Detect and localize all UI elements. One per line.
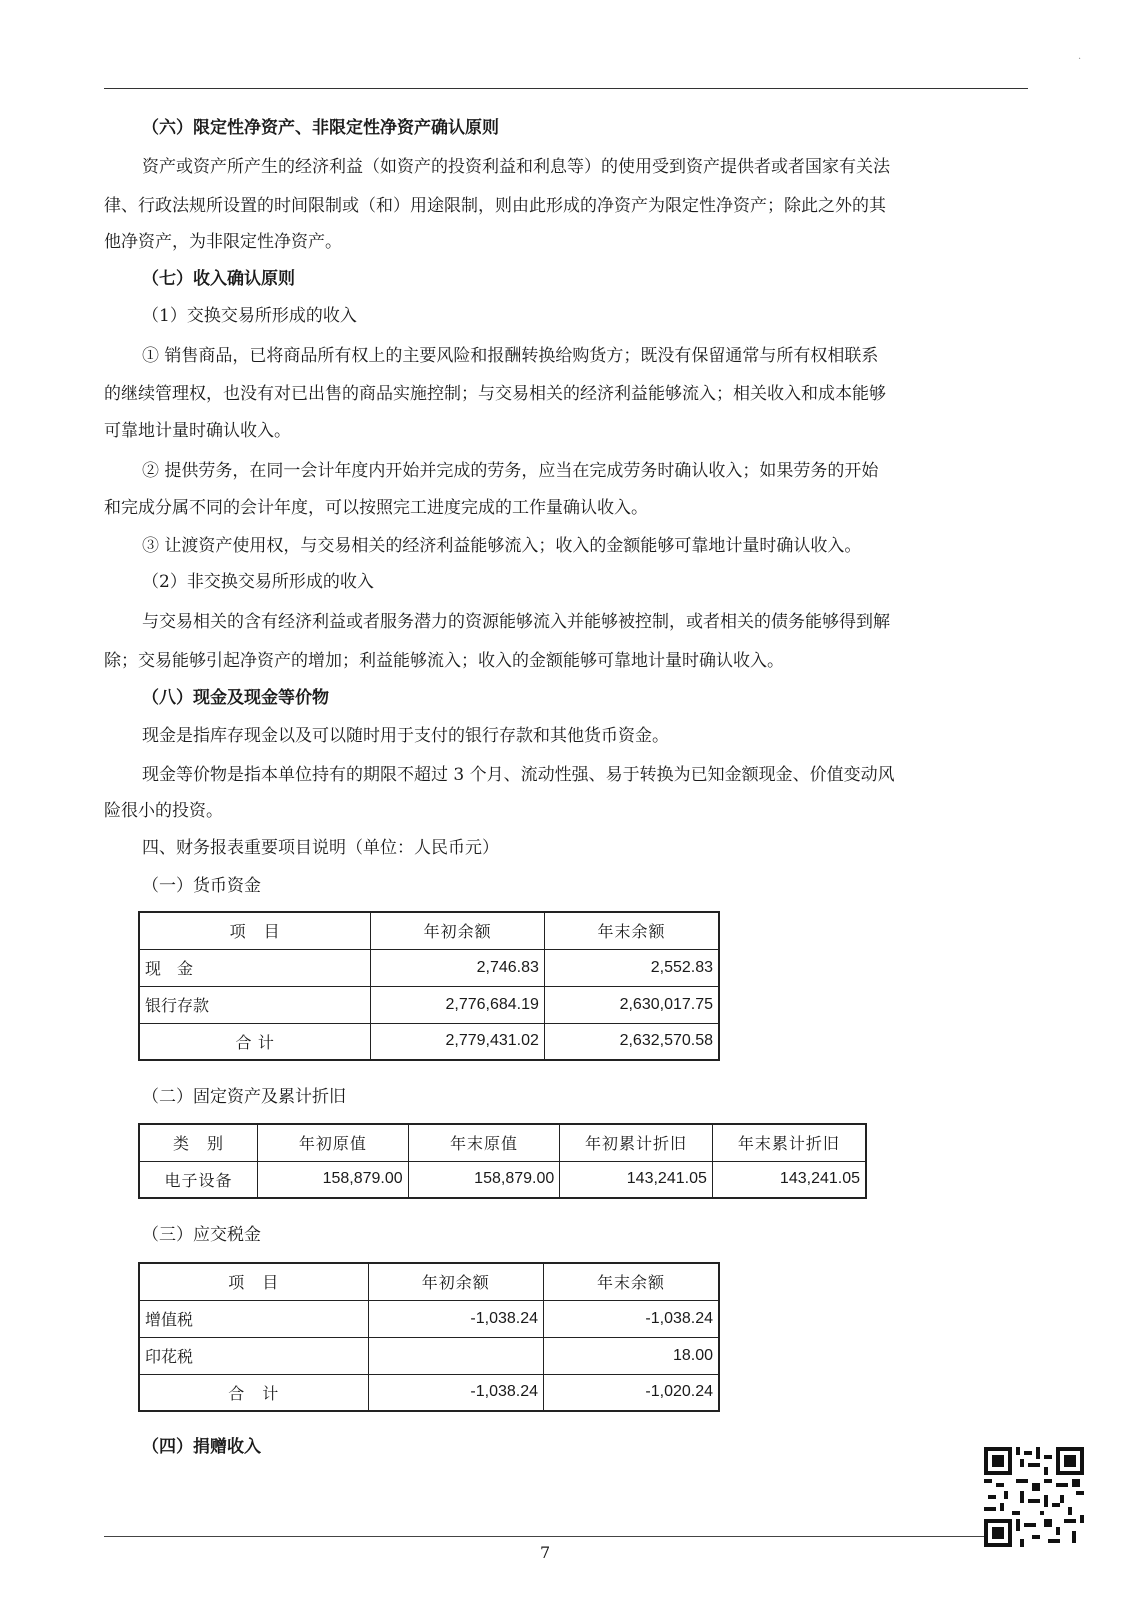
cell-value: [368, 1337, 543, 1374]
column-header: 项 目: [139, 912, 371, 949]
paragraph-line: 除；交易能够引起净资产的增加；利益能够流入；收入的金额能够可靠地计量时确认收入。: [104, 651, 784, 671]
cell-value: -1,038.24: [368, 1300, 543, 1337]
paragraph-line: 现金等价物是指本单位持有的期限不超过 3 个月、流动性强、易于转换为已知金额现金、价值变动风: [142, 765, 895, 785]
row-label: 银行存款: [139, 986, 371, 1023]
taxes-table: [138, 1262, 720, 1412]
cell-value: 2,776,684.19: [371, 986, 545, 1023]
cell-value: 143,241.05: [712, 1161, 866, 1198]
column-header: 类 别: [139, 1124, 258, 1161]
table-header-row: [139, 1263, 719, 1300]
paragraph-line: ② 提供劳务，在同一会计年度内开始并完成的劳务，应当在完成劳务时确认收入；如果劳务的开始: [142, 461, 879, 481]
paragraph-line: 险很小的投资。: [104, 801, 223, 821]
column-header: 年初余额: [371, 912, 545, 949]
cell-value: 2,746.83: [371, 949, 545, 986]
qr-code-icon: [984, 1447, 1084, 1547]
cell-value: 2,630,017.75: [544, 986, 719, 1023]
margin-mark: ·: [1078, 54, 1082, 65]
footer-rule: [104, 1536, 994, 1537]
section-heading-8: （八）现金及现金等价物: [142, 688, 329, 708]
column-header: 年末原值: [408, 1124, 560, 1161]
paragraph-line: 可靠地计量时确认收入。: [104, 421, 291, 441]
cell-value: -1,020.24: [544, 1374, 720, 1411]
table-total-row: [139, 1023, 719, 1060]
cash-table: [138, 911, 720, 1061]
table-title-cash: （一）货币资金: [142, 876, 261, 896]
paragraph-line: 律、行政法规所设置的时间限制或（和）用途限制，则由此形成的净资产为限定性净资产；除此之外的其: [104, 196, 886, 216]
section-heading-7: （七）收入确认原则: [142, 269, 295, 289]
column-header: 项 目: [139, 1263, 368, 1300]
column-header: 年末余额: [544, 1263, 720, 1300]
table-title-fixed-assets: （二）固定资产及累计折旧: [142, 1087, 346, 1107]
table-title-taxes: （三）应交税金: [142, 1225, 261, 1245]
page-number: 7: [540, 1543, 551, 1562]
row-label: 合 计: [139, 1374, 368, 1411]
table-header-row: [139, 1124, 866, 1161]
cell-value: 143,241.05: [560, 1161, 713, 1198]
subsection-heading: （2）非交换交易所形成的收入: [142, 572, 374, 592]
cell-value: 2,552.83: [544, 949, 719, 986]
cell-value: 2,632,570.58: [544, 1023, 719, 1060]
row-label: 增值税: [139, 1300, 368, 1337]
table-row: [139, 1161, 866, 1198]
row-label: 合 计: [139, 1023, 371, 1060]
paragraph-line: ① 销售商品，已将商品所有权上的主要风险和报酬转换给购货方；既没有保留通常与所有权相联系: [142, 346, 879, 366]
paragraph-line: 与交易相关的含有经济利益或者服务潜力的资源能够流入并能够被控制，或者相关的债务能够得到解: [142, 612, 890, 632]
table-total-row: [139, 1374, 719, 1411]
table-row: [139, 949, 719, 986]
row-label: 电子设备: [139, 1161, 258, 1198]
cell-value: -1,038.24: [544, 1300, 720, 1337]
section-heading-6: （六）限定性净资产、非限定性净资产确认原则: [142, 118, 499, 138]
column-header: 年末余额: [544, 912, 719, 949]
cell-value: 18.00: [544, 1337, 720, 1374]
cell-value: 158,879.00: [258, 1161, 409, 1198]
paragraph-line: 现金是指库存现金以及可以随时用于支付的银行存款和其他货币资金。: [142, 726, 669, 746]
fixed-assets-table: [138, 1123, 867, 1199]
column-header: 年初余额: [368, 1263, 543, 1300]
cell-value: 158,879.00: [408, 1161, 560, 1198]
section-heading-4: 四、财务报表重要项目说明（单位：人民币元）: [142, 838, 499, 858]
column-header: 年初原值: [258, 1124, 409, 1161]
column-header: 年初累计折旧: [560, 1124, 713, 1161]
paragraph-line: 他净资产，为非限定性净资产。: [104, 232, 342, 252]
paragraph-line: 的继续管理权，也没有对已出售的商品实施控制；与交易相关的经济利益能够流入；相关收入和成本能够: [104, 384, 886, 404]
cell-value: 2,779,431.02: [371, 1023, 545, 1060]
paragraph-line: ③ 让渡资产使用权，与交易相关的经济利益能够流入；收入的金额能够可靠地计量时确认收入。: [142, 536, 862, 556]
row-label: 现 金: [139, 949, 371, 986]
column-header: 年末累计折旧: [712, 1124, 866, 1161]
subsection-heading: （1）交换交易所形成的收入: [142, 306, 357, 326]
table-header-row: [139, 912, 719, 949]
table-row: [139, 986, 719, 1023]
table-row: [139, 1300, 719, 1337]
cell-value: -1,038.24: [368, 1374, 543, 1411]
row-label: 印花税: [139, 1337, 368, 1374]
paragraph-line: 和完成分属不同的会计年度，可以按照完工进度完成的工作量确认收入。: [104, 498, 648, 518]
table-title-donations: （四）捐赠收入: [142, 1437, 261, 1457]
table-row: [139, 1337, 719, 1374]
paragraph-line: 资产或资产所产生的经济利益（如资产的投资利益和利息等）的使用受到资产提供者或者国家有关法: [142, 157, 890, 177]
header-rule: [104, 88, 1028, 89]
